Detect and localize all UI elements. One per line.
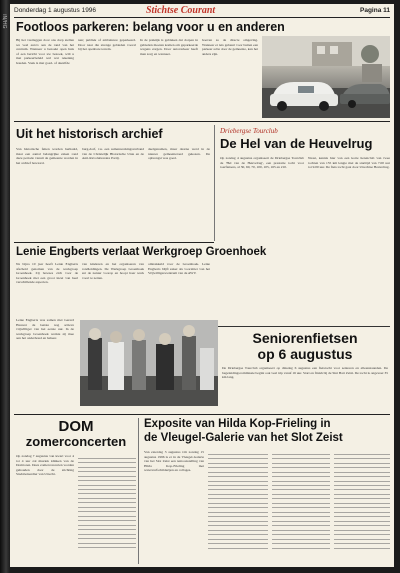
photo-lenie-engberts — [80, 320, 218, 406]
article-lenie-col1: Na bijna 10 jaar heeft Lenie Engberts afscheid genomen van de werkgroep Groenhoek. Zij bewees zich voor de Groenhoek met een groot inzet van heel verschillende aspecten. — [16, 262, 78, 285]
book-binding — [0, 0, 10, 573]
headline-dom: DOM — [58, 418, 94, 435]
article-lenie-col2: van kinderen en het organiseren van rondleidingen. De Werkgroep Groenhoek zet de natuur voorop en hoopt haar werk voort te zetten. — [82, 262, 144, 280]
article-archief-col1: Van historische feiten worden herhaald, maar een aantal belangrijke zaken rond deze periode vanuit de gemeente worden in het archief bewaard. — [16, 147, 78, 165]
column-divider-2 — [138, 418, 139, 564]
headline-expositie-2: de Vleugel-Galerie van het Slot Zeist — [144, 432, 343, 444]
newspaper-name: Stichtse Courant — [146, 5, 216, 16]
column-divider — [214, 125, 215, 241]
article-footloos-col1: Bij het vastleggen door ons dorp stellen we veel auto's aan de rand van het centrum. Wanneer u bezoekt open huis of een bericht voor uw bezoek, wilt u met parkeerbeleid wel wat rekening houden. Vaak is met goed- of dezelfde — [16, 38, 74, 65]
section-rule-3 — [14, 414, 390, 415]
headline-archief: Uit het historisch archief — [16, 127, 163, 141]
article-expositie-col2 — [208, 450, 268, 562]
headline-senioren-1: Seniorenfietsen — [252, 330, 358, 346]
article-tourclub-col2: Naast, kennis hier van een korte herenclub van twee tochten van 155 km lengte met de starttijd van 7.00 uur tot 9.00 uur. De fiets tocht gaat door Utrechtse Heuvelrug. — [308, 156, 390, 170]
article-dom-col2 — [78, 454, 136, 562]
headline-dom-2: zomerconcerten — [25, 434, 127, 449]
article-lenie-col3: omtrekkeld voor de Groenhoek. Lenie Engberts blijft zeker als voorzitter van het Vrijwilligerscentrum van de AWV. — [148, 262, 210, 276]
headline-footloos: Footloos parkeren: belang voor u en anderen — [16, 20, 285, 34]
binding-label: iN/HG — [1, 14, 7, 29]
parked-cars-image — [262, 36, 390, 118]
page-number: Pagina 11 — [360, 7, 390, 14]
issue-date: Donderdag 1 augustus 1996 — [14, 7, 97, 14]
article-lenie-col4: Lenie Engberts was samen met Gerard Hauwer de laatste nog actieve vrijwilliger van het eerste uur. In de werkgroep Groenhoek werkte zij mee aan het onderhoud en beheer. — [16, 318, 74, 341]
tourclub-kicker: Driebergse Tourclub — [220, 127, 278, 135]
section-rule-2 — [14, 242, 214, 243]
article-footloos-col3: In de praktijk is gebleken dat dorpen in gebieden moeten komen om geparkeerde wagens zorgen. Door autoverkeer heeft men zorg en wanneer. — [140, 38, 198, 56]
article-archief-col2: burg-dorf, t.w. een samenwerkingsverband van de Christelijk Historische Unie en de Anti-Revolutionaire Partij. — [82, 147, 144, 161]
article-footloos-col2: nen; publiek of ambulance geparkeerd. Door naar die strenge gebieden vooral bij het openbare terrein. — [78, 38, 136, 52]
section-rule-1 — [14, 121, 390, 122]
headline-tourclub: De Hel van de Heuvelrug — [220, 136, 373, 151]
newspaper-page — [10, 4, 394, 567]
article-senioren: De Driebergse Tourclub organiseert op dinsdag 6 augustus een fietstocht voor senioren en alleenstaanden. De begeleidingscommissie begint ook veel trip vanaf 16 uur. Start en finish bij de Sint Bart Zelzi. De tocht is ongeveer 35 km lang. — [222, 366, 388, 380]
header-rule — [14, 17, 390, 18]
photo-parked-cars — [262, 36, 390, 118]
article-expositie-col4 — [334, 450, 390, 562]
senioren-rule — [218, 326, 390, 327]
article-archief-col3: deelgenomen, maar daarna werd in de nieuwe gemeenteraad gekozen. De opbrengst was goed. — [148, 147, 210, 161]
headline-senioren-2: op 6 augustus — [257, 346, 353, 362]
article-dom-col1: Op zondag 7 augustus van kwart voor 4 tot 4 uur zal muziek klinken van de Domtoren. Deze zomerconcerten worden gehouden door de stichting Stadsbeiaardier van Utrecht. — [16, 454, 74, 477]
headline-expositie-1: Exposite van Hilda Kop-Frieling in — [144, 418, 331, 430]
article-tourclub-col1: Op zondag 4 augustus organiseert de Driebergse Tourclub de 'Hel van de Heuvelrug', een prestatie tocht voor toerfietsers, al 30, 60, 70, 100, 105, 165 en 210. — [220, 156, 304, 170]
page-header — [14, 6, 390, 16]
headline-lenie: Lenie Engberts verlaat Werkgroep Groenhoek — [16, 246, 267, 258]
article-expositie-col1: Van zaterdag 3 augustus t/m zondag 15 augustus 1996 is er in de Vleugel-Galerie van het Slot Zeist een tentoonstelling van Hilda Kop-Frieling met waterverfschilderijen en collages. — [144, 450, 204, 473]
article-footloos-col4: hoeven zo de directe omgeving. Wanneer er iets gebeurt voor buiten een parkeer actie door de gemeente, kan het anders zijn. — [202, 38, 258, 56]
group-photo-image — [80, 320, 218, 406]
article-expositie-col3 — [272, 450, 330, 562]
